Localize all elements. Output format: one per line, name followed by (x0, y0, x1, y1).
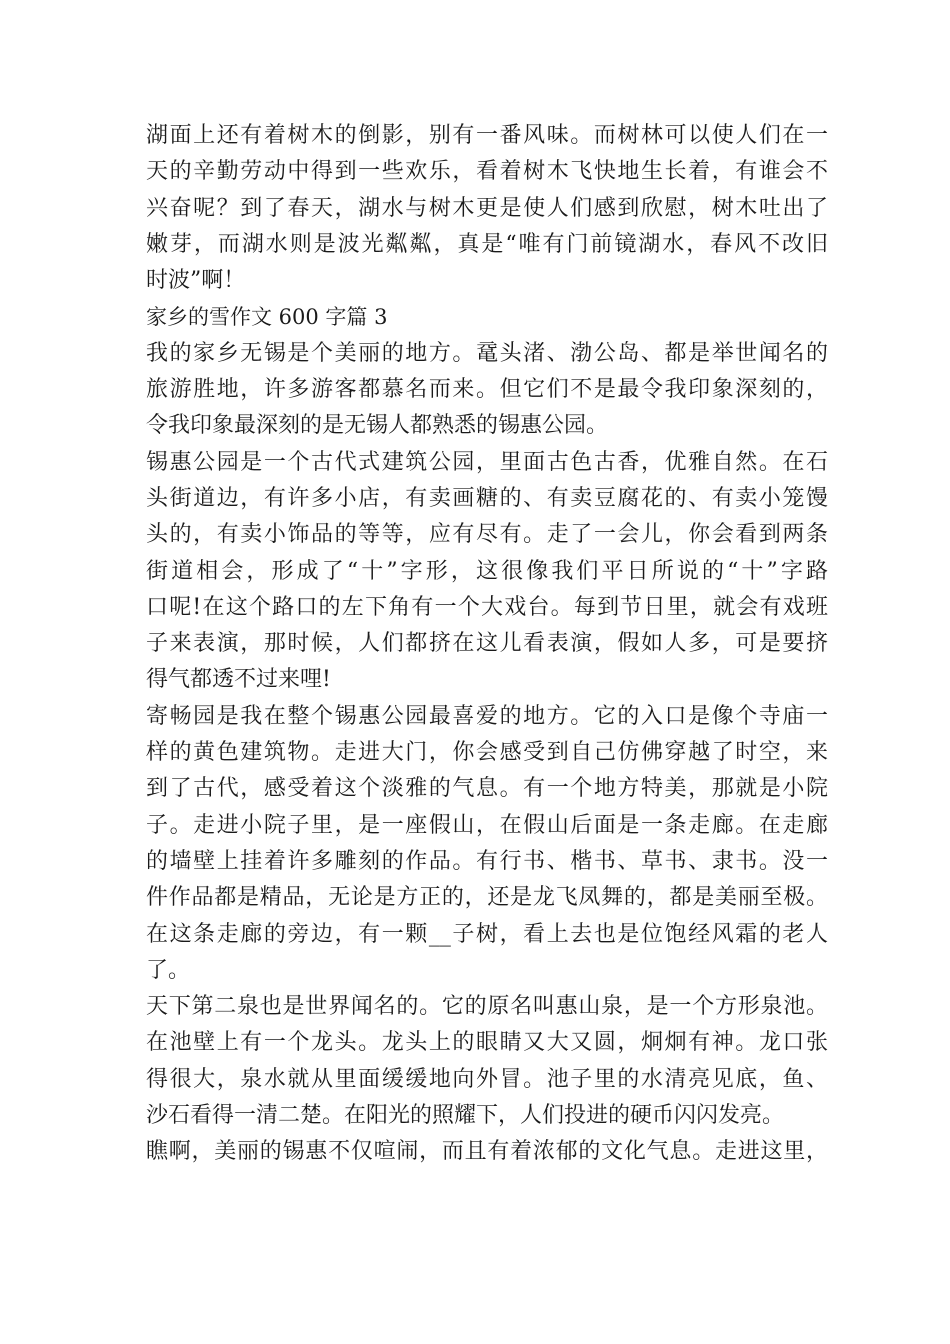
text-line: 件作品都是精品，无论是方正的，还是龙飞凤舞的，都是美丽至极。 (146, 885, 828, 911)
text-line: 在这条走廊的旁边，有一颗__子树，看上去也是位饱经风霜的老人 (146, 921, 828, 947)
text-line: 瞧啊，美丽的锡惠不仅喧闹，而且有着浓郁的文化气息。走进这里， (146, 1139, 828, 1165)
text-line: 了。 (146, 957, 191, 983)
text-line: 锡惠公园是一个古代式建筑公园，里面古色古香，优雅自然。在石 (146, 449, 828, 475)
text-line: 得气都透不过来哩! (146, 667, 331, 693)
text-line: 到了古代，感受着这个淡雅的气息。有一个地方特美，那就是小院 (146, 776, 828, 802)
text-line: 天下第二泉也是世界闻名的。它的原名叫惠山泉，是一个方形泉池。 (146, 994, 828, 1020)
document-body (146, 118, 828, 1171)
text-line: 沙石看得一清二楚。在阳光的照耀下，人们投进的硬币闪闪发亮。 (146, 1103, 785, 1129)
text-line: 口呢!在这个路口的左下角有一个大戏台。每到节日里，就会有戏班 (146, 594, 828, 620)
text-line: 嫩芽，而湖水则是波光粼粼，真是“唯有门前镜湖水，春风不改旧 (146, 231, 828, 257)
text-line: 湖面上还有着树木的倒影，别有一番风味。而树林可以使人们在一 (146, 123, 828, 148)
text-line: 令我印象最深刻的是无锡人都熟悉的锡惠公园。 (146, 413, 609, 439)
text-line: 旅游胜地，许多游客都慕名而来。但它们不是最令我印象深刻的， (146, 377, 828, 403)
section-heading: 家乡的雪作文 600 字篇 3 (146, 305, 388, 330)
text-line: 子来表演，那时候，人们都挤在这儿看表演，假如人多，可是要挤 (146, 631, 828, 657)
text-line: 兴奋呢？到了春天，湖水与树木更是使人们感到欣慰，树木吐出了 (146, 195, 828, 221)
text-line: 得很大，泉水就从里面缓缓地向外冒。池子里的水清亮见底，鱼、 (146, 1066, 828, 1092)
text-line: 头的，有卖小饰品的等等，应有尽有。走了一会儿，你会看到两条 (146, 522, 828, 548)
text-line: 在池壁上有一个龙头。龙头上的眼睛又大又圆，炯炯有神。龙口张 (146, 1030, 828, 1056)
text-line: 天的辛勤劳动中得到一些欢乐，看着树木飞快地生长着，有谁会不 (146, 159, 828, 185)
text-line: 街道相会，形成了“十”字形，这很像我们平日所说的“十”字路 (146, 558, 828, 584)
text-line: 样的黄色建筑物。走进大门，你会感受到自己仿佛穿越了时空，来 (146, 740, 828, 766)
text-line: 子。走进小院子里，是一座假山，在假山后面是一条走廊。在走廊 (146, 812, 828, 838)
text-line: 时波”啊！ (146, 268, 246, 294)
text-line: 我的家乡无锡是个美丽的地方。鼋头渚、渤公岛、都是举世闻名的 (146, 340, 828, 366)
text-line: 的墙壁上挂着许多雕刻的作品。有行书、楷书、草书、隶书。没一 (146, 848, 828, 874)
text-line: 头街道边，有许多小店，有卖画糖的、有卖豆腐花的、有卖小笼馒 (146, 485, 828, 511)
text-line: 寄畅园是我在整个锡惠公园最喜爱的地方。它的入口是像个寺庙一 (146, 703, 828, 729)
